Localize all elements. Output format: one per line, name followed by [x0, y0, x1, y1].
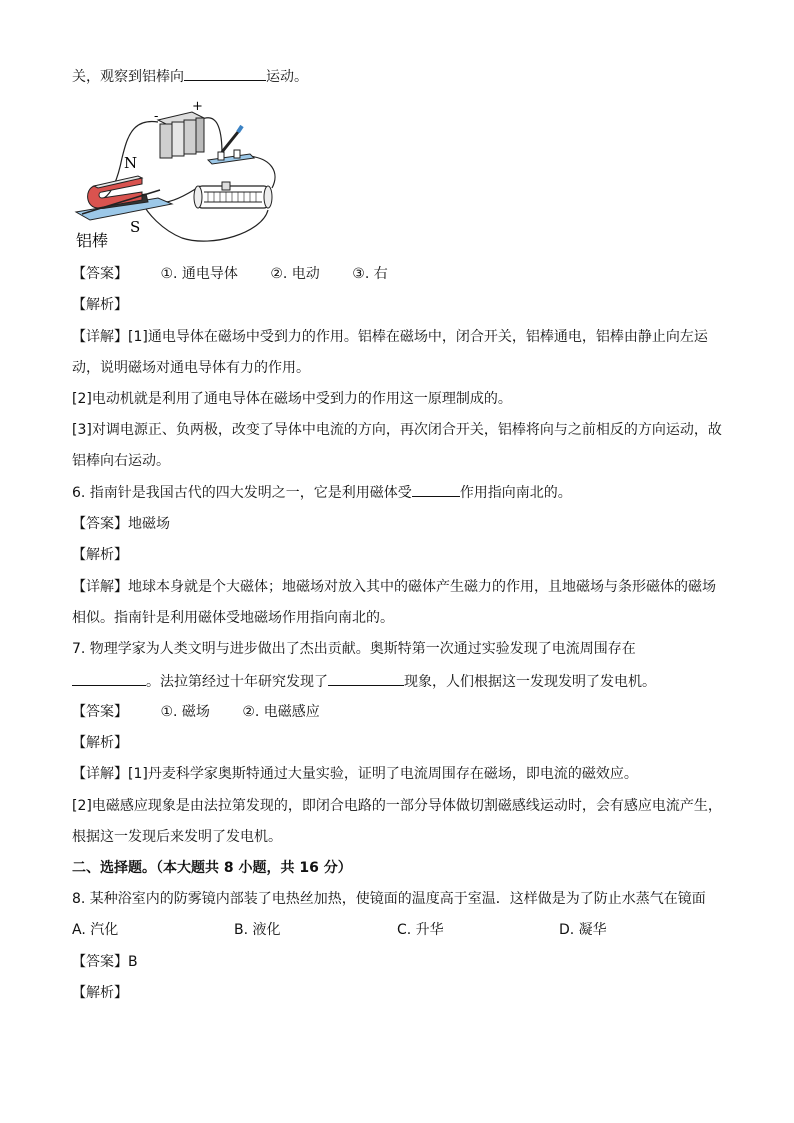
- detail-tag: 【详解】: [72, 329, 128, 345]
- q6-detail-text: 地球本身就是个大磁体；地磁场对放入其中的磁体产生磁力的作用，且地磁场与条形磁体的磁场: [128, 579, 716, 595]
- q6-stem: [72, 482, 572, 503]
- q5-answer-2: ②. 电动: [270, 266, 320, 282]
- aluminum-rod-label: 铝棒: [76, 231, 109, 250]
- q8-answer-row: [72, 952, 138, 972]
- q6-answer: 地磁场: [128, 516, 170, 532]
- q5-detail-line-5: 铝棒向右运动。: [72, 453, 170, 469]
- q8-option-d[interactable]: D. 凝华: [559, 922, 607, 938]
- south-pole-label: S: [130, 218, 141, 236]
- q5-stem-text-end: 运动。: [266, 69, 308, 85]
- q8-analysis-tag: 【解析】: [72, 985, 128, 1001]
- q7-answer-2: ②. 电磁感应: [242, 704, 320, 720]
- answer-tag: 【答案】: [72, 954, 128, 970]
- q5-detail-line-2: 动，说明磁场对通电导体有力的作用。: [72, 360, 310, 376]
- q7-stem-line-2: [72, 671, 656, 692]
- detail-tag: 【详解】: [72, 766, 128, 782]
- q7-answer-row: [72, 702, 320, 722]
- q8-option-b[interactable]: B. 液化: [234, 922, 281, 938]
- q6-analysis-tag: 【解析】: [72, 547, 128, 563]
- q6-stem-text: 6. 指南针是我国古代的四大发明之一，它是利用磁体受: [72, 485, 412, 501]
- rheostat-icon: [194, 182, 272, 208]
- q5-answer-1: ①. 通电导体: [160, 266, 238, 282]
- q7-detail-line-1: [72, 764, 638, 784]
- q6-answer-row: [72, 514, 170, 534]
- plus-label: +: [192, 99, 203, 114]
- q8-option-c[interactable]: C. 升华: [397, 922, 444, 938]
- switch-icon: [208, 126, 254, 164]
- q5-answer-3: ③. 右: [352, 266, 388, 282]
- answer-tag: 【答案】: [72, 266, 128, 282]
- q6-blank[interactable]: [412, 482, 460, 497]
- q7-detail-text: [1]丹麦科学家奥斯特通过大量实验，证明了电流周围存在磁场，即电流的磁效应。: [128, 766, 638, 782]
- circuit-figure: [72, 98, 302, 250]
- answer-tag: 【答案】: [72, 516, 128, 532]
- q5-stem-continuation: [72, 66, 308, 87]
- minus-label: -: [154, 109, 159, 124]
- battery-icon: [158, 112, 204, 158]
- q8-stem: 8. 某种浴室内的防雾镜内部装了电热丝加热，使镜面的温度高于室温．这样做是为了防止水蒸气在镜面: [72, 891, 706, 907]
- q7-blank-2[interactable]: [328, 671, 404, 686]
- q5-stem-text: 关，观察到铝棒向: [72, 69, 184, 85]
- q7-analysis-tag: 【解析】: [72, 735, 128, 751]
- q7-stem-text-end: 现象，人们根据这一发现发明了发电机。: [404, 674, 656, 690]
- q5-analysis-tag: 【解析】: [72, 297, 128, 313]
- q5-detail-line-3: [2]电动机就是利用了通电导体在磁场中受到力的作用这一原理制成的。: [72, 391, 512, 407]
- q7-stem-line-1: 7. 物理学家为人类文明与进步做出了杰出贡献。奥斯特第一次通过实验发现了电流周围存在: [72, 641, 636, 657]
- section-heading: 二、选择题。（本大题共 8 小题，共 16 分）: [72, 860, 352, 876]
- q5-answer-row: [72, 264, 388, 284]
- magnet-icon: [76, 176, 172, 220]
- q5-detail-text: [1]通电导体在磁场中受到力的作用。铝棒在磁场中，闭合开关，铝棒通电，铝棒由静止向左运: [128, 329, 708, 345]
- q7-stem-text: 。法拉第经过十年研究发现了: [146, 674, 328, 690]
- detail-tag: 【详解】: [72, 579, 128, 595]
- answer-tag: 【答案】: [72, 704, 128, 720]
- q7-detail-line-3: 根据这一发现后来发明了发电机。: [72, 829, 282, 845]
- q8-answer: B: [128, 954, 138, 970]
- q5-detail-line-1: [72, 327, 708, 347]
- north-pole-label: N: [124, 154, 138, 172]
- q7-detail-line-2: [2]电磁感应现象是由法拉第发现的，即闭合电路的一部分导体做切割磁感线运动时，会有感应电流产生，: [72, 798, 722, 814]
- q6-detail-line-1: [72, 577, 716, 597]
- q5-blank[interactable]: [184, 66, 266, 81]
- q6-detail-line-2: 相似。指南针是利用磁体受地磁场作用指向南北的。: [72, 610, 394, 626]
- q7-answer-1: ①. 磁场: [160, 704, 210, 720]
- q6-stem-text-end: 作用指向南北的。: [459, 485, 572, 501]
- q5-detail-line-4: [3]对调电源正、负两极，改变了导体中电流的方向，再次闭合开关，铝棒将向与之前相反的方向运动，故: [72, 422, 722, 438]
- q8-option-a[interactable]: A. 汽化: [72, 922, 119, 938]
- q7-blank-1[interactable]: [72, 671, 146, 686]
